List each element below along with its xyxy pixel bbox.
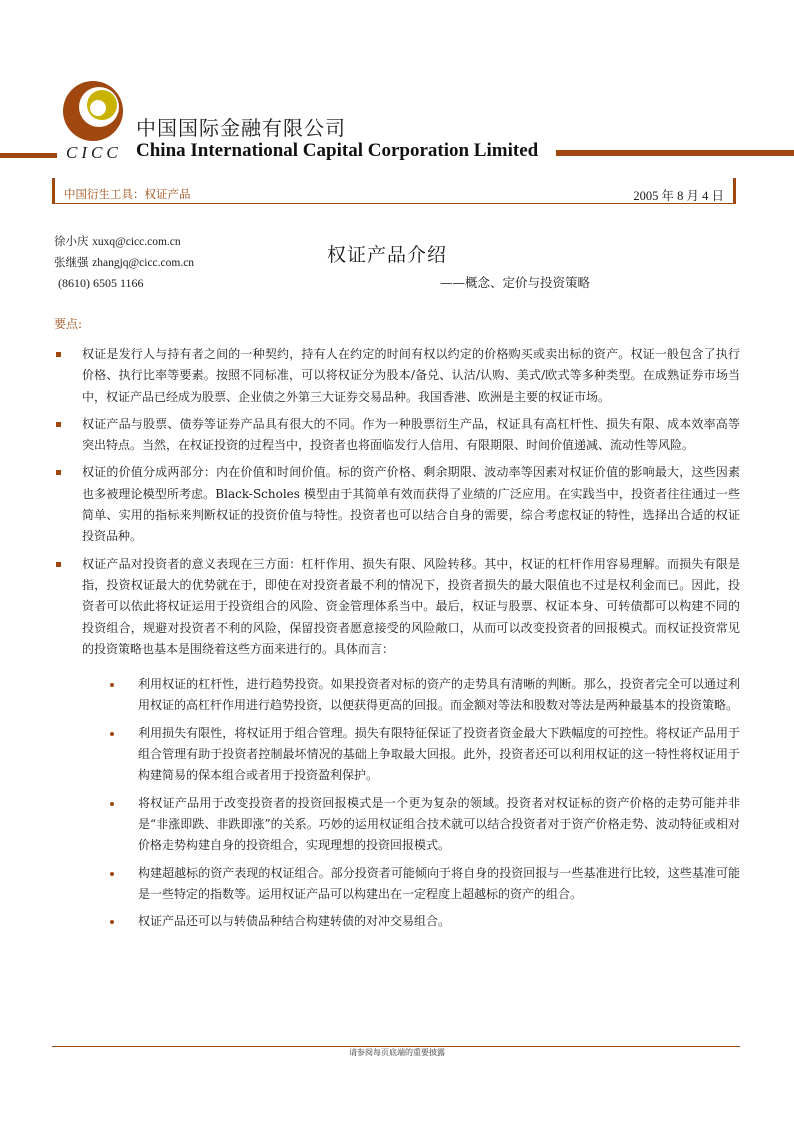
dot-bullet-icon [110, 872, 114, 876]
header-divider-left [52, 178, 55, 204]
cicc-logo-icon [62, 80, 124, 142]
company-name-en: China International Capital Corporation Limited [136, 140, 539, 161]
key-points-heading: 要点: [54, 317, 83, 331]
report-date: 2005 年 8 月 4 日 [633, 189, 724, 203]
author-phone: (8610) 6505 1166 [58, 276, 144, 290]
author-1 [54, 233, 181, 249]
sub-bullet-text: 利用权证的杠杆性，进行趋势投资。如果投资者对标的资产的走势具有清晰的判断。那么，投资者完全可以通过利用权证的高杠杆作用进行趋势投资，以便获得更高的回报。而金额对等法和股数对等法是两种最基本的投资策略。 [138, 677, 740, 713]
sub-bullet-text: 将权证产品用于改变投资者的投资回报模式是一个更为复杂的领域。投资者对权证标的资产价格的走势可能并非是“非涨即跌、非跌即涨”的关系。巧妙的运用权证组合技术就可以结合投资者对于资产价格走势、波动特征或相对价格走势构建自身的投资组合，实现理想的投资回报模式。 [138, 795, 740, 853]
sub-bullet-text: 利用损失有限性，将权证用于组合管理。损失有限特征保证了投资者资金最大下跌幅度的可控性。将权证产品用于组合管理有助于投资者控制最坏情况的基础上争取最大回报。此外，投资者还可以利用权证的这一特性将权证用于构建简易的保本组合或者用于投资盈利保护。 [138, 725, 740, 783]
sub-bullet-text: 权证产品还可以与转债品种结合构建转债的对冲交易组合。 [138, 914, 451, 929]
square-bullet-icon [56, 422, 61, 427]
sub-list-item [54, 793, 740, 857]
sub-list-item [54, 911, 740, 932]
brand-bar-left [0, 153, 57, 158]
square-bullet-icon [56, 470, 61, 475]
bullet-text: 权证的价值分成两部分：内在价值和时间价值。标的资产价格、剩余期限、波动率等因素对权证价值的影响最大，这些因素也多被理论模型所考虑。Black-Scholes 模型由于其简单有效而获得了业绩的广泛应用。在实践当中，投资者往往通过一些简单、实用的指标来判断权证的投资价值与特性。投资者也可以结合自身的需要，综合考虑权证的特性，选择出合适的权证投资品种。 [82, 465, 740, 544]
sub-list-item [54, 723, 740, 787]
list-item [54, 344, 740, 408]
dot-bullet-icon [110, 683, 114, 687]
list-item [54, 414, 740, 457]
report-title: 权证产品介绍 [327, 244, 448, 266]
report-header [52, 178, 736, 204]
author-email[interactable]: xuxq@cicc.com.cn [92, 236, 181, 248]
dot-bullet-icon [110, 920, 114, 924]
key-points-list [54, 344, 740, 938]
author-email[interactable]: zhangjq@cicc.com.cn [92, 257, 195, 269]
report-category: 中国衍生工具：权证产品 [64, 187, 191, 201]
report-subtitle: ——概念、定价与投资策略 [440, 275, 591, 290]
brand-bar-right [556, 150, 794, 156]
company-name-cn: 中国国际金融有限公司 [136, 116, 346, 140]
author-name: 徐小庆 [54, 234, 89, 248]
sub-list-item [54, 863, 740, 906]
logo-text: CICC [66, 143, 122, 162]
header-divider-right [733, 178, 736, 204]
dot-bullet-icon [110, 802, 114, 806]
dot-bullet-icon [110, 732, 114, 736]
sub-list-item [54, 674, 740, 717]
footer-disclosure: 请参阅每页底端的重要披露 [349, 1048, 445, 1057]
square-bullet-icon [56, 352, 61, 357]
author-2 [54, 254, 194, 270]
bullet-text: 权证是发行人与持有者之间的一种契约，持有人在约定的时间有权以约定的价格购买或卖出标的资产。权证一般包含了执行价格、执行比率等要素。按照不同标准，可以将权证分为股本/备兑、认沽/认购、美式/欧式等多种类型。在成熟证券市场当中，权证产品已经成为股票、企业债之外第三大证券交易品种。我国香港、欧洲是主要的权证市场。 [82, 347, 740, 404]
square-bullet-icon [56, 562, 61, 567]
list-item [54, 462, 740, 547]
bullet-text: 权证产品对投资者的意义表现在三方面：杠杆作用、损失有限、风险转移。其中，权证的杠杆作用容易理解。而损失有限是指，投资权证最大的优势就在于，即使在对投资者最不利的情况下，投资者损失的最大限值也不过是权利金而已。因此，投资者可以依此将权证运用于投资组合的风险、资金管理体系当中。最后，权证与股票、权证本身、可转债都可以构建不同的投资组合，规避对投资者不利的风险，保留投资者愿意接受的风险敞口，从而可以改变投资者的回报模式。而权证投资常见的投资策略也基本是围绕着这些方面来进行的。具体而言： [82, 556, 740, 656]
bullet-text: 权证产品与股票、债券等证券产品具有很大的不同。作为一种股票衍生产品，权证具有高杠杆性、损失有限、成本效率高等突出特点。当然，在权证投资的过程当中，投资者也将面临发行人信用、有限期限、时间价值递减、流动性等风险。 [82, 416, 740, 453]
sub-bullet-text: 构建超越标的资产表现的权证组合。部分投资者可能倾向于将自身的投资回报与一些基准进行比较，这些基准可能是一些特定的指数等。运用权证产品可以构建出在一定程度上超越标的资产的组合。 [138, 865, 740, 901]
list-item [54, 554, 740, 660]
author-name: 张继强 [54, 255, 89, 269]
